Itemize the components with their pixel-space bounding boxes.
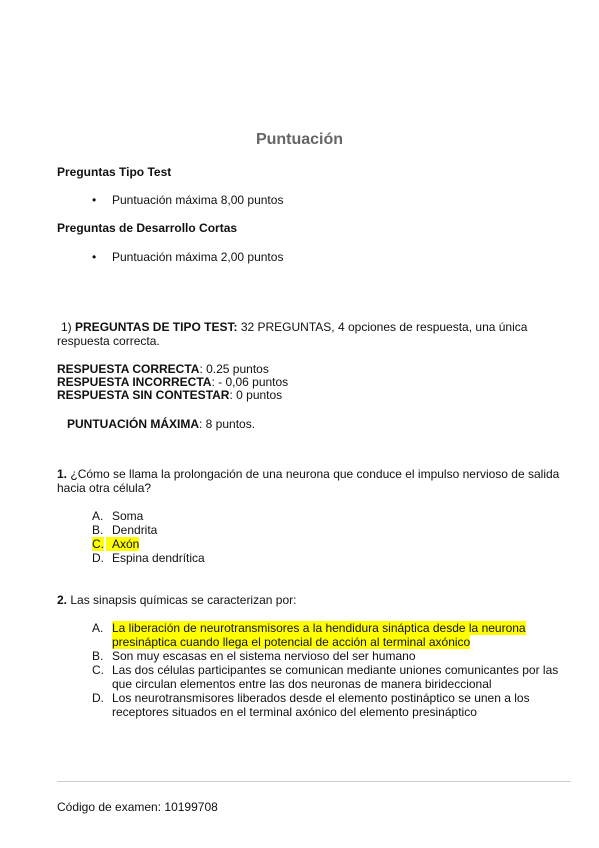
option-2c[interactable] [92, 663, 562, 691]
intro-text: 32 PREGUNTAS, 4 opciones de respuesta, una única [240, 320, 528, 334]
question-1-line-1 [57, 467, 577, 481]
option-letter: B. [92, 649, 104, 663]
footer-divider [57, 781, 571, 782]
option-text: receptores situados en el terminal axónico del elemento presináptico [112, 705, 477, 719]
option-letter: A. [92, 621, 104, 635]
option-text-line-2 [112, 635, 562, 649]
max-score-value: : 8 puntos. [199, 417, 256, 431]
section-heading-desarrollo: Preguntas de Desarrollo Cortas [57, 221, 238, 235]
scoring-blank [57, 388, 282, 402]
bullet-text: Puntuación máxima 2,00 puntos [112, 250, 284, 264]
bullet-icon: • [92, 250, 97, 264]
option-letter: B. [92, 523, 104, 537]
question-1-line-2: hacia otra célula? [57, 481, 152, 495]
max-score-label: PUNTUACIÓN MÁXIMA [67, 417, 199, 431]
option-text-highlight-wrap [106, 537, 139, 551]
option-2b[interactable] [92, 649, 562, 663]
option-text: Las dos células participantes se comunican mediante uniones comunicantes por las [112, 663, 559, 677]
bullet-text: Puntuación máxima 8,00 puntos [112, 193, 284, 207]
option-text: Los neurotransmisores liberados desde el elemento postináptico se unen a los [112, 691, 530, 705]
option-1c-correct[interactable] [92, 537, 562, 551]
option-letter: A. [92, 509, 104, 523]
scoring-value: : - 0,06 puntos [211, 375, 289, 389]
option-1b[interactable] [92, 523, 562, 537]
exam-code: Código de examen: 10199708 [57, 800, 218, 814]
intro-number: 1) [61, 320, 72, 334]
option-letter: D. [92, 691, 104, 705]
scoring-value: : 0 puntos [229, 388, 283, 402]
question-2-line-1 [57, 593, 577, 607]
option-text: Dendrita [112, 523, 158, 537]
question-text: ¿Cómo se llama la prolongación de una neurona que conduce el impulso nervioso de salida [70, 467, 560, 481]
option-text: Soma [112, 509, 144, 523]
option-text: Espina dendrítica [112, 551, 205, 565]
question-number: 1. [57, 467, 68, 481]
scoring-label: RESPUESTA SIN CONTESTAR [57, 388, 230, 402]
bullet-item-desarrollo [92, 250, 283, 264]
option-text-line-1 [112, 621, 562, 635]
option-2d[interactable] [92, 691, 562, 719]
option-1d[interactable] [92, 551, 562, 565]
scoring-correct [57, 362, 269, 376]
option-letter: C. [92, 663, 104, 677]
scoring-label: RESPUESTA CORRECTA [57, 362, 200, 376]
option-text: La liberación de neurotransmisores a la hendidura sináptica desde la neurona [112, 621, 526, 635]
option-letter: C. [92, 537, 104, 551]
bullet-item-test [92, 193, 283, 207]
scoring-label: RESPUESTA INCORRECTA [57, 375, 212, 389]
intro-line-2: respuesta correcta. [57, 334, 160, 348]
option-text: Axón [106, 537, 139, 551]
bullet-icon: • [92, 193, 97, 207]
intro-label: PREGUNTAS DE TIPO TEST: [75, 320, 238, 334]
question-text: Las sinapsis químicas se caracterizan por: [70, 593, 297, 607]
option-letter: D. [92, 551, 104, 565]
option-text: presináptica cuando llega el potencial de acción al terminal axónico [112, 635, 471, 649]
option-2a-correct[interactable] [92, 621, 562, 649]
scoring-value: : 0.25 puntos [199, 362, 269, 376]
max-score [67, 417, 255, 431]
page-title: Puntuación [255, 131, 344, 148]
option-text: que circulan elementos entre las dos neuronas de manera birideccional [112, 677, 492, 691]
option-text: Son muy escasas en el sistema nervioso del ser humano [112, 649, 416, 663]
question-number: 2. [57, 593, 68, 607]
section-heading-test: Preguntas Tipo Test [57, 165, 172, 179]
scoring-incorrect [57, 375, 288, 389]
option-1a[interactable] [92, 509, 562, 523]
intro-line-1 [61, 320, 561, 334]
